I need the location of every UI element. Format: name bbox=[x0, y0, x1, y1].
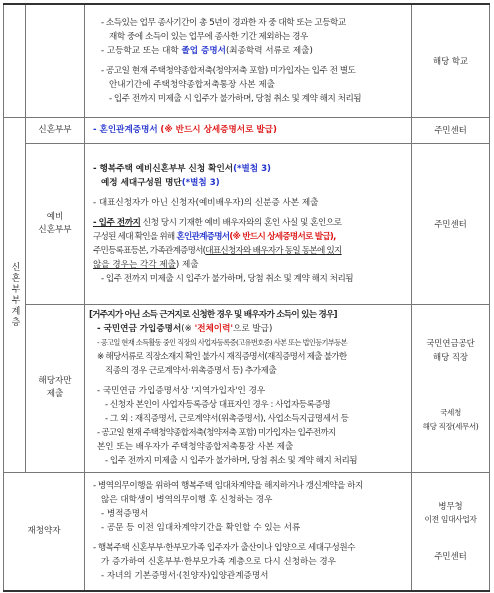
documents-cell bbox=[85, 4, 412, 117]
doc-line: - 입주 전까지 신청 당시 기재한 예비 배우자와의 혼인 사실 및 혼인으로 bbox=[93, 217, 342, 228]
doc-line: - 신청자 본인이 사업자등록증상 대표자인 경우 : 사업자등록증명 bbox=[105, 400, 331, 410]
doc-line: - 병역의무이행을 위하여 행복주택 임대차계약을 해지하거나 갱신계약을 하지 bbox=[93, 481, 363, 492]
table-row bbox=[4, 143, 490, 304]
doc-line: - 대표신청자가 아닌 신청자(예비배우자)의 신분증 사본 제출 bbox=[93, 197, 319, 208]
doc-line: 구성된 세대 확인을 위해 혼인관계증명서(※ 반드시 상세증명서로 발급), bbox=[93, 231, 336, 242]
table-row bbox=[4, 4, 490, 117]
subcategory-label: 신혼부부 bbox=[26, 117, 85, 143]
doc-line: - 자녀의 기본증명서·(친양자)입양관계증명서 bbox=[101, 571, 269, 582]
doc-line: - 병적증명서 bbox=[101, 509, 149, 520]
doc-line: - 입주 전까지 미제출 시 입주가 불가하며, 당첨 취소 및 계약 해지 처리됨 bbox=[105, 456, 358, 466]
documents-cell bbox=[85, 117, 412, 143]
doc-line: - 혼인관계증명서 (※ 반드시 상세증명서로 발급) bbox=[93, 125, 277, 135]
graduation-certificate: 졸업 증명서 bbox=[181, 45, 226, 56]
doc-line: - 행복주택 신혼부부·한부모가족 입주자가 출산이나 입양으로 세대구성원수 bbox=[93, 543, 356, 554]
doc-line: 않은 대학생이 병역의무이행 후 신청하는 경우 bbox=[101, 495, 273, 506]
doc-line: 안내기간에 주택청약종합저축통장 사본 제출 bbox=[109, 79, 275, 90]
doc-line: - 공고일 현재 주택청약종합저축(청약저축 포함) 미가입자는 입주전까지 bbox=[97, 428, 336, 438]
doc-line: - 국민연금 가입증명서(※ '전체이력'으로 발급) bbox=[97, 324, 273, 334]
documents-cell bbox=[85, 143, 412, 304]
category-cell bbox=[4, 4, 26, 117]
issuer-cell: 국민연금공단 해당 직장 국세청 해당 직장(세무서) bbox=[412, 304, 490, 472]
subcategory-label: 예비 신혼부부 bbox=[26, 143, 85, 304]
doc-line: 주민등록표등본, 가족관계증명서(대표신청자와 배우자가 동일 동본에 있지 bbox=[93, 245, 342, 256]
subcategory-cell bbox=[26, 4, 85, 117]
documents-cell bbox=[85, 304, 412, 472]
doc-line: - 소득있는 업무 종사기간이 총 5년이 경과한 자 중 대학 또는 고등학교 bbox=[101, 17, 346, 28]
table-row bbox=[4, 117, 490, 143]
doc-line: 않을 경우는 각각 제출) 제출 bbox=[93, 259, 199, 270]
doc-line: - 입주 전까지 미제출 시 입주가 불가하며, 당첨 취소 및 계약 해지 처리됨 bbox=[101, 273, 354, 284]
category-label: 재청약자 bbox=[4, 472, 85, 591]
doc-line: 본인 또는 배우자가 주택청약종합저축통장 사본 제출 bbox=[97, 442, 294, 452]
table-row bbox=[4, 304, 490, 472]
newlywed-category-label: 신혼부부계층 bbox=[9, 261, 20, 328]
doc-line: - 국민연금 가입증명서상 '지역가입자'인 경우 bbox=[97, 386, 266, 396]
documents-cell bbox=[85, 472, 412, 591]
doc-heading: [거주지가 아닌 소득 근거지로 신청한 경우 및 배우자가 소득이 있는 경우] bbox=[89, 310, 337, 320]
issuer-cell: 병무청 이전 임대사업자 주민센터 bbox=[412, 472, 490, 591]
doc-line: - 행복주택 예비신혼부부 신청 확인서(*별첨 3) bbox=[93, 163, 271, 174]
doc-line: - 고등학교 또는 대학 졸업 증명서(최종학력 서류로 제출) bbox=[101, 45, 313, 56]
table-row bbox=[4, 472, 490, 591]
doc-line: 재학 중에 소득이 있는 업무에 종사한 기간 제외하는 경우 bbox=[109, 31, 308, 42]
doc-line: 직종의 경우 근로계약서·위촉증명서 등) 추가제출 bbox=[105, 366, 277, 376]
doc-line: - 공고일 현재 소득활동 중인 직장의 사업자등록증(고유번호증) 사본 또는 법인등기부등본 bbox=[97, 338, 347, 347]
issuer-cell: 주민센터 bbox=[412, 143, 490, 304]
issuer-cell: 주민센터 bbox=[412, 117, 490, 143]
doc-line: - 공고일 현재 주택청약종합저축(청약저축 포함) 미가입자는 입주 전 별도 bbox=[101, 65, 356, 76]
doc-line: ※ 해당서류로 직장소재지 확인 불가시 재직증명서(재직증명서 제출 불가한 bbox=[97, 352, 347, 362]
doc-line: 가 증가하여 신혼부부·한부모가족 계층으로 다시 신청하는 경우 bbox=[101, 557, 336, 568]
category-cell bbox=[4, 117, 26, 472]
issuer-cell: 해당 학교 bbox=[412, 4, 490, 117]
doc-line: - 그 외 : 재직증명서, 근로계약서(위촉증명서), 사업소득지급명세서 등 bbox=[105, 414, 349, 424]
doc-line: - 공문 등 이전 임대차계약기간을 확인할 수 있는 서류 bbox=[101, 523, 301, 534]
doc-line: 예정 세대구성원 명단(*별첨 3) bbox=[101, 177, 220, 188]
doc-line: - 입주 전까지 미제출 시 입주가 불가하며, 당첨 취소 및 계약 해지 처리됨 bbox=[109, 93, 362, 104]
required-documents-table bbox=[3, 3, 490, 592]
subcategory-label: 해당자만 제출 bbox=[26, 304, 85, 472]
